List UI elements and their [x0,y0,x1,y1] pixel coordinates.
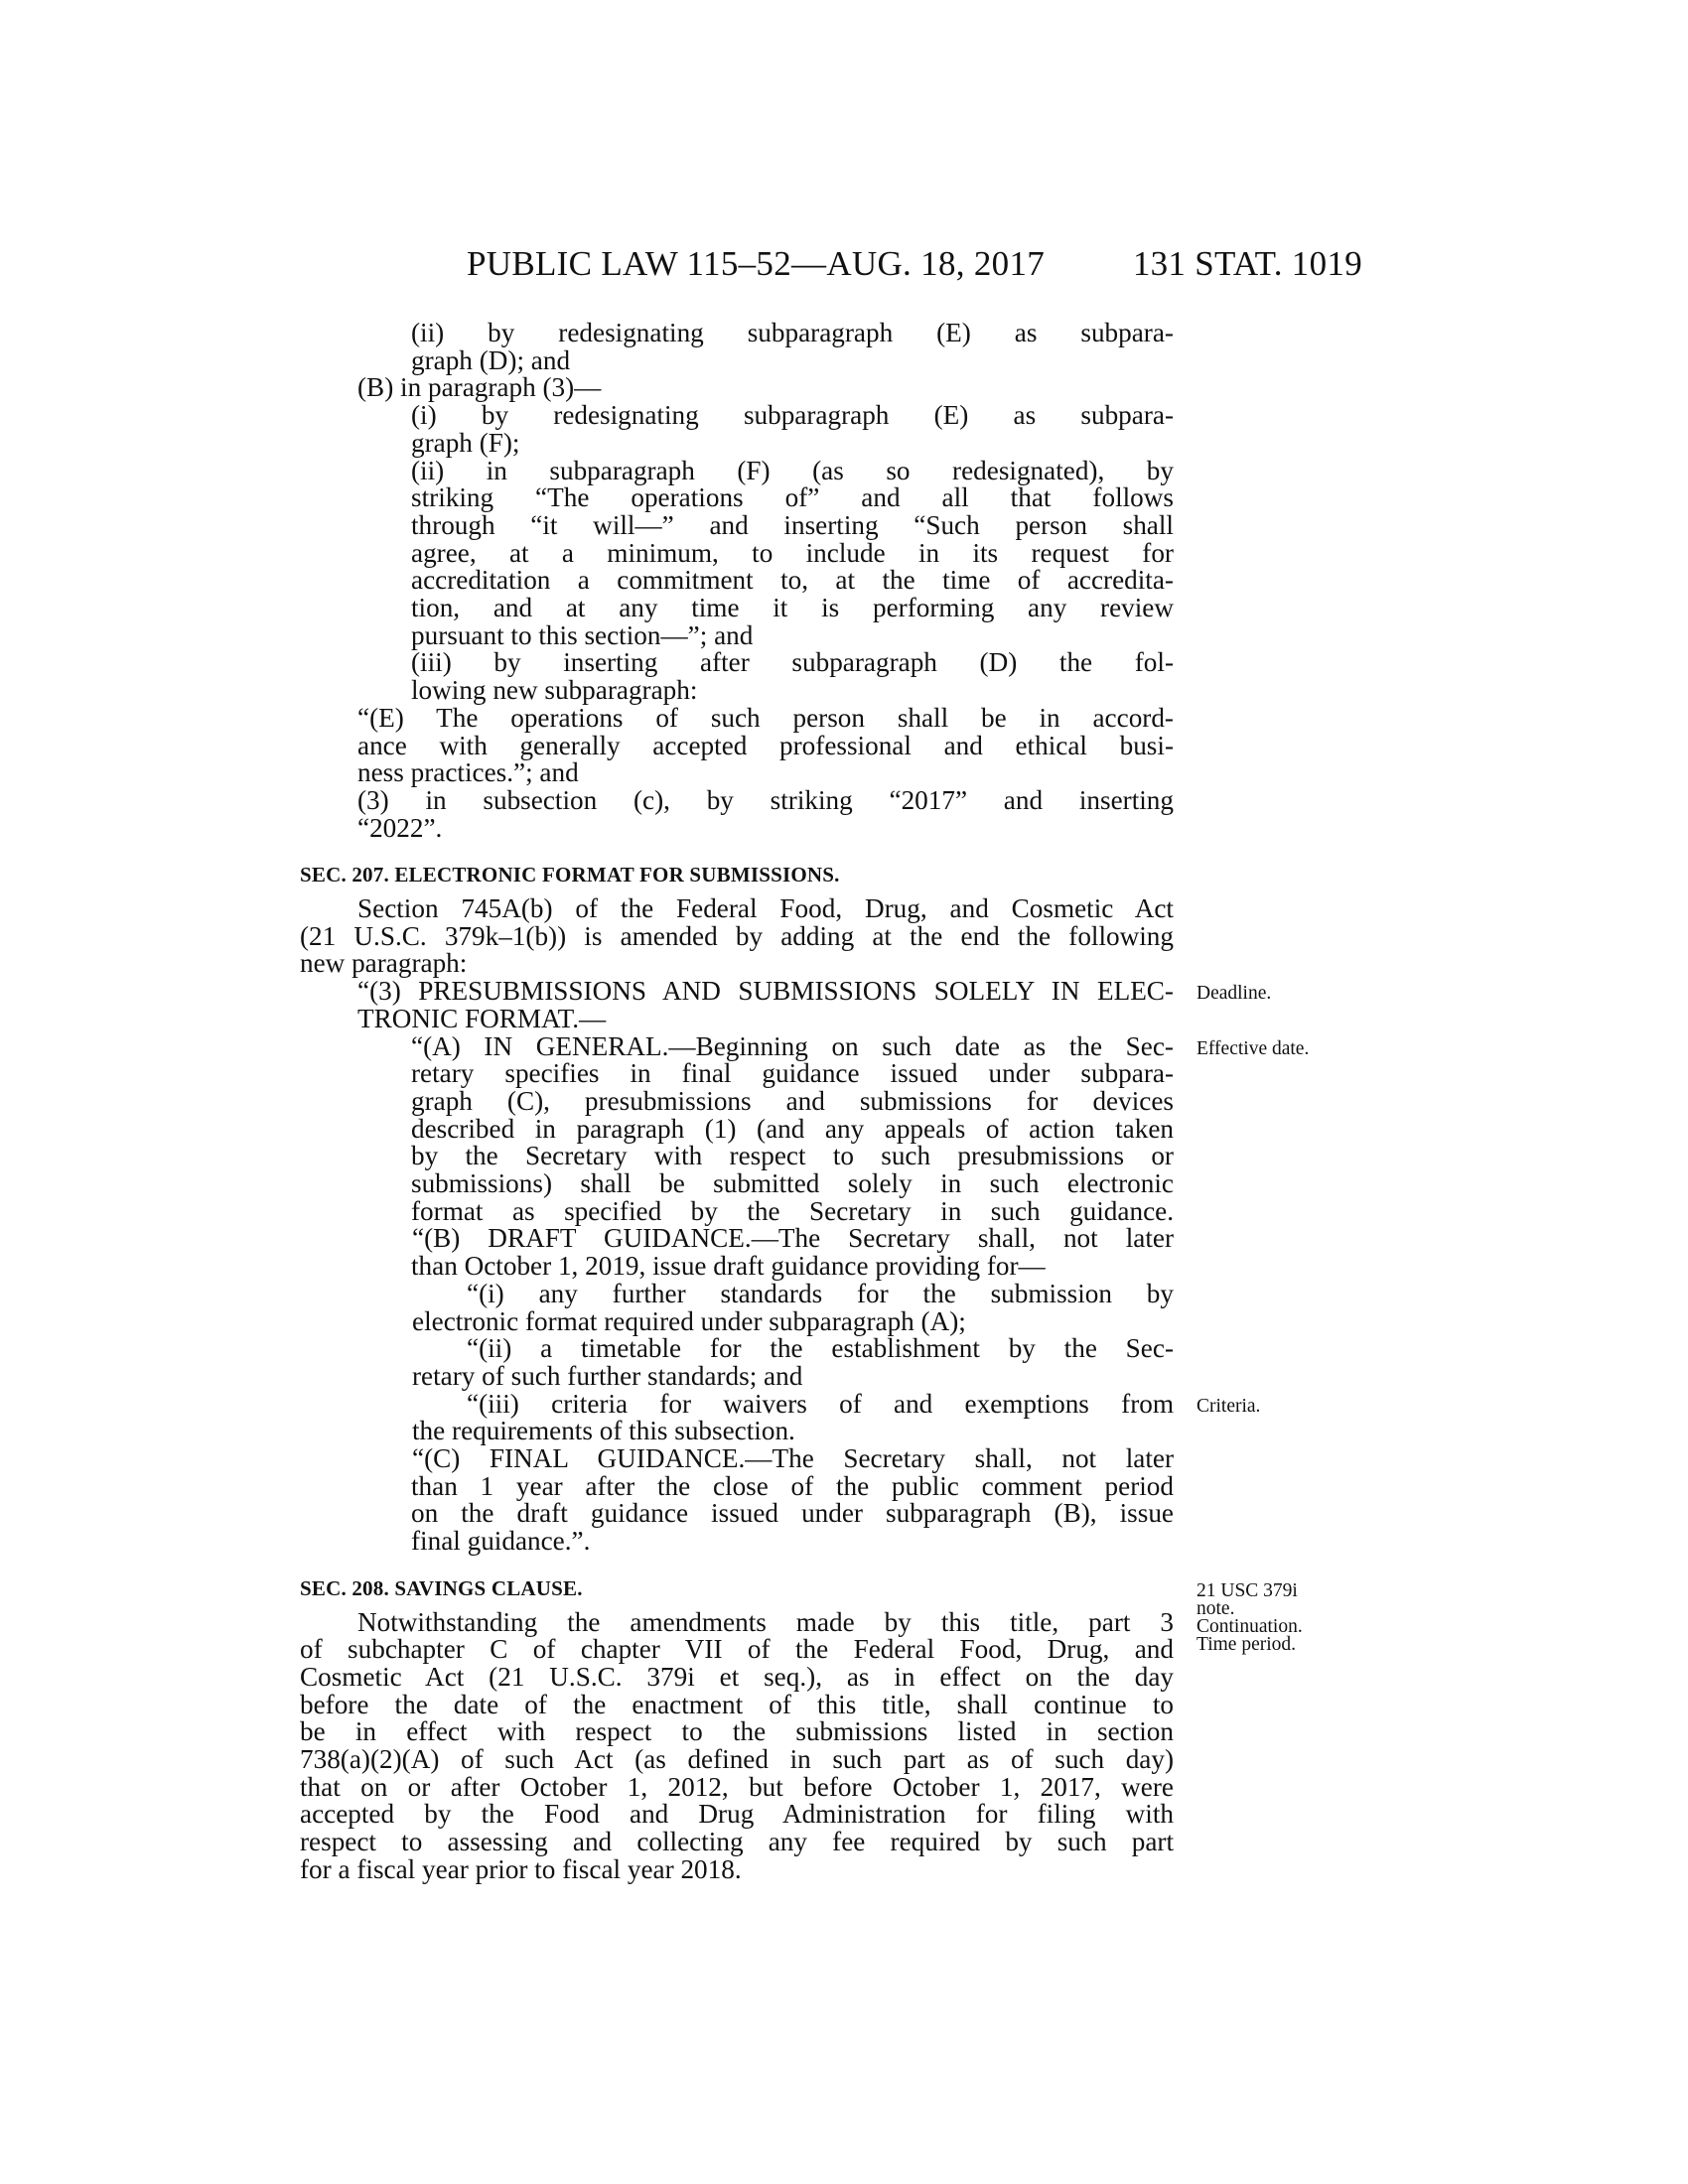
text-line: the requirements of this subsection. [412,1416,795,1446]
text-line: that on or after October 1, 2012, but before October 1, 2017, were [300,1771,1174,1802]
margin-note: Criteria. [1196,1395,1261,1417]
text-line: ness practices.”; and [357,757,579,788]
text-line: “(B) DRAFT GUIDANCE.—The Secretary shall, not later [412,1223,1174,1254]
text-line: “(iii) criteria for waivers of and exemptions from [467,1388,1174,1419]
text-line: retary of such further standards; and [412,1360,803,1391]
text-line: (ii) by redesignating subparagraph (E) as subpara- [411,318,1174,347]
text-line: respect to assessing and collecting any fee required by such part [300,1827,1174,1857]
margin-note: Continuation. [1196,1615,1303,1637]
text-line: “2022”. [357,812,443,843]
text-line: (21 U.S.C. 379k–1(b)) is amended by adding at the end the following [300,920,1174,951]
running-header-title: PUBLIC LAW 115–52—AUG. 18, 2017 [467,244,1046,283]
text-line: “(A) IN GENERAL.—Beginning on such date as the Sec- [411,1030,1174,1061]
text-line: on the draft guidance issued under subparagraph (B), issue [411,1498,1174,1529]
text-line: (B) in paragraph (3)— [357,372,602,403]
text-line: (ii) in subparagraph (F) (as so redesignated), by [411,455,1174,485]
section-heading: SEC. 207. ELECTRONIC FORMAT FOR SUBMISSIONS. [300,863,840,887]
text-line: electronic format required under subparagraph (A); [412,1305,966,1336]
text-line: through “it will—” and inserting “Such person shall [411,509,1174,540]
text-line: format as specified by the Secretary in such guidance. [411,1195,1174,1226]
text-line: submissions) shall be submitted solely in such electronic [411,1168,1174,1198]
text-line: “(E) The operations of such person shall be in accord- [357,702,1174,733]
text-line: Section 745A(b) of the Federal Food, Drug, and Cosmetic Act [357,893,1174,923]
text-line: tion, and at any time it is performing any review [411,593,1174,622]
text-line: “(i) any further standards for the submission by [467,1278,1174,1308]
text-line: Notwithstanding the amendments made by this title, part 3 [357,1606,1174,1637]
text-line: for a fiscal year prior to fiscal year 2018. [300,1853,742,1884]
text-line: before the date of the enactment of this title, shall continue to [300,1689,1174,1719]
text-line: accepted by the Food and Drug Administration for filing with [300,1799,1174,1830]
running-header-page-number: 131 STAT. 1019 [1132,244,1362,283]
text-line: graph (D); and [411,344,571,375]
margin-note: Effective date. [1196,1037,1310,1059]
text-line: retary specifies in final guidance issued under subpara- [411,1058,1174,1089]
section-heading: SEC. 208. SAVINGS CLAUSE. [300,1575,583,1600]
margin-note: 21 USC 379i [1196,1579,1298,1601]
text-line: (3) in subsection (c), by striking “2017” and inserting [357,784,1174,815]
text-line: pursuant to this section—”; and [411,619,754,650]
text-line: be in effect with respect to the submissions listed in section [300,1716,1174,1747]
text-line: accreditation a commitment to, at the time of accredita- [411,565,1174,596]
text-line: “(C) FINAL GUIDANCE.—The Secretary shall, not later [412,1443,1174,1473]
text-line: new paragraph: [300,948,468,979]
text-line: graph (F); [411,427,520,458]
text-line: TRONIC FORMAT.— [357,1003,607,1033]
text-line: ance with generally accepted professional and ethical busi- [357,730,1174,760]
text-line: than October 1, 2019, issue draft guidance providing for— [411,1251,1046,1282]
text-line: striking “The operations of” and all that follows [411,482,1174,513]
text-line: agree, at a minimum, to include in its request for [411,537,1174,568]
text-line: “(ii) a timetable for the establishment by the Sec- [467,1333,1174,1364]
margin-note: Time period. [1196,1633,1297,1655]
text-line: “(3) PRESUBMISSIONS AND SUBMISSIONS SOLELY IN ELEC- [357,976,1174,1007]
text-line: Cosmetic Act (21 U.S.C. 379i et seq.), as in effect on the day [300,1661,1174,1692]
text-line: of subchapter C of chapter VII of the Federal Food, Drug, and [300,1634,1174,1665]
text-line: by the Secretary with respect to such presubmissions or [411,1141,1174,1171]
text-line: (i) by redesignating subparagraph (E) as subpara- [411,400,1174,431]
text-line: (iii) by inserting after subparagraph (D) the fol- [411,647,1174,678]
text-line: described in paragraph (1) (and any appeals of action taken [411,1113,1174,1144]
text-line: lowing new subparagraph: [411,675,698,706]
margin-note: Deadline. [1196,983,1272,1005]
margin-note: note. [1196,1597,1235,1619]
text-line: final guidance.”. [411,1526,591,1557]
text-line: 738(a)(2)(A) of such Act (as defined in such part as of such day) [300,1744,1174,1774]
text-line: than 1 year after the close of the public comment period [411,1470,1174,1501]
text-line: graph (C), presubmissions and submissions for devices [411,1085,1174,1116]
